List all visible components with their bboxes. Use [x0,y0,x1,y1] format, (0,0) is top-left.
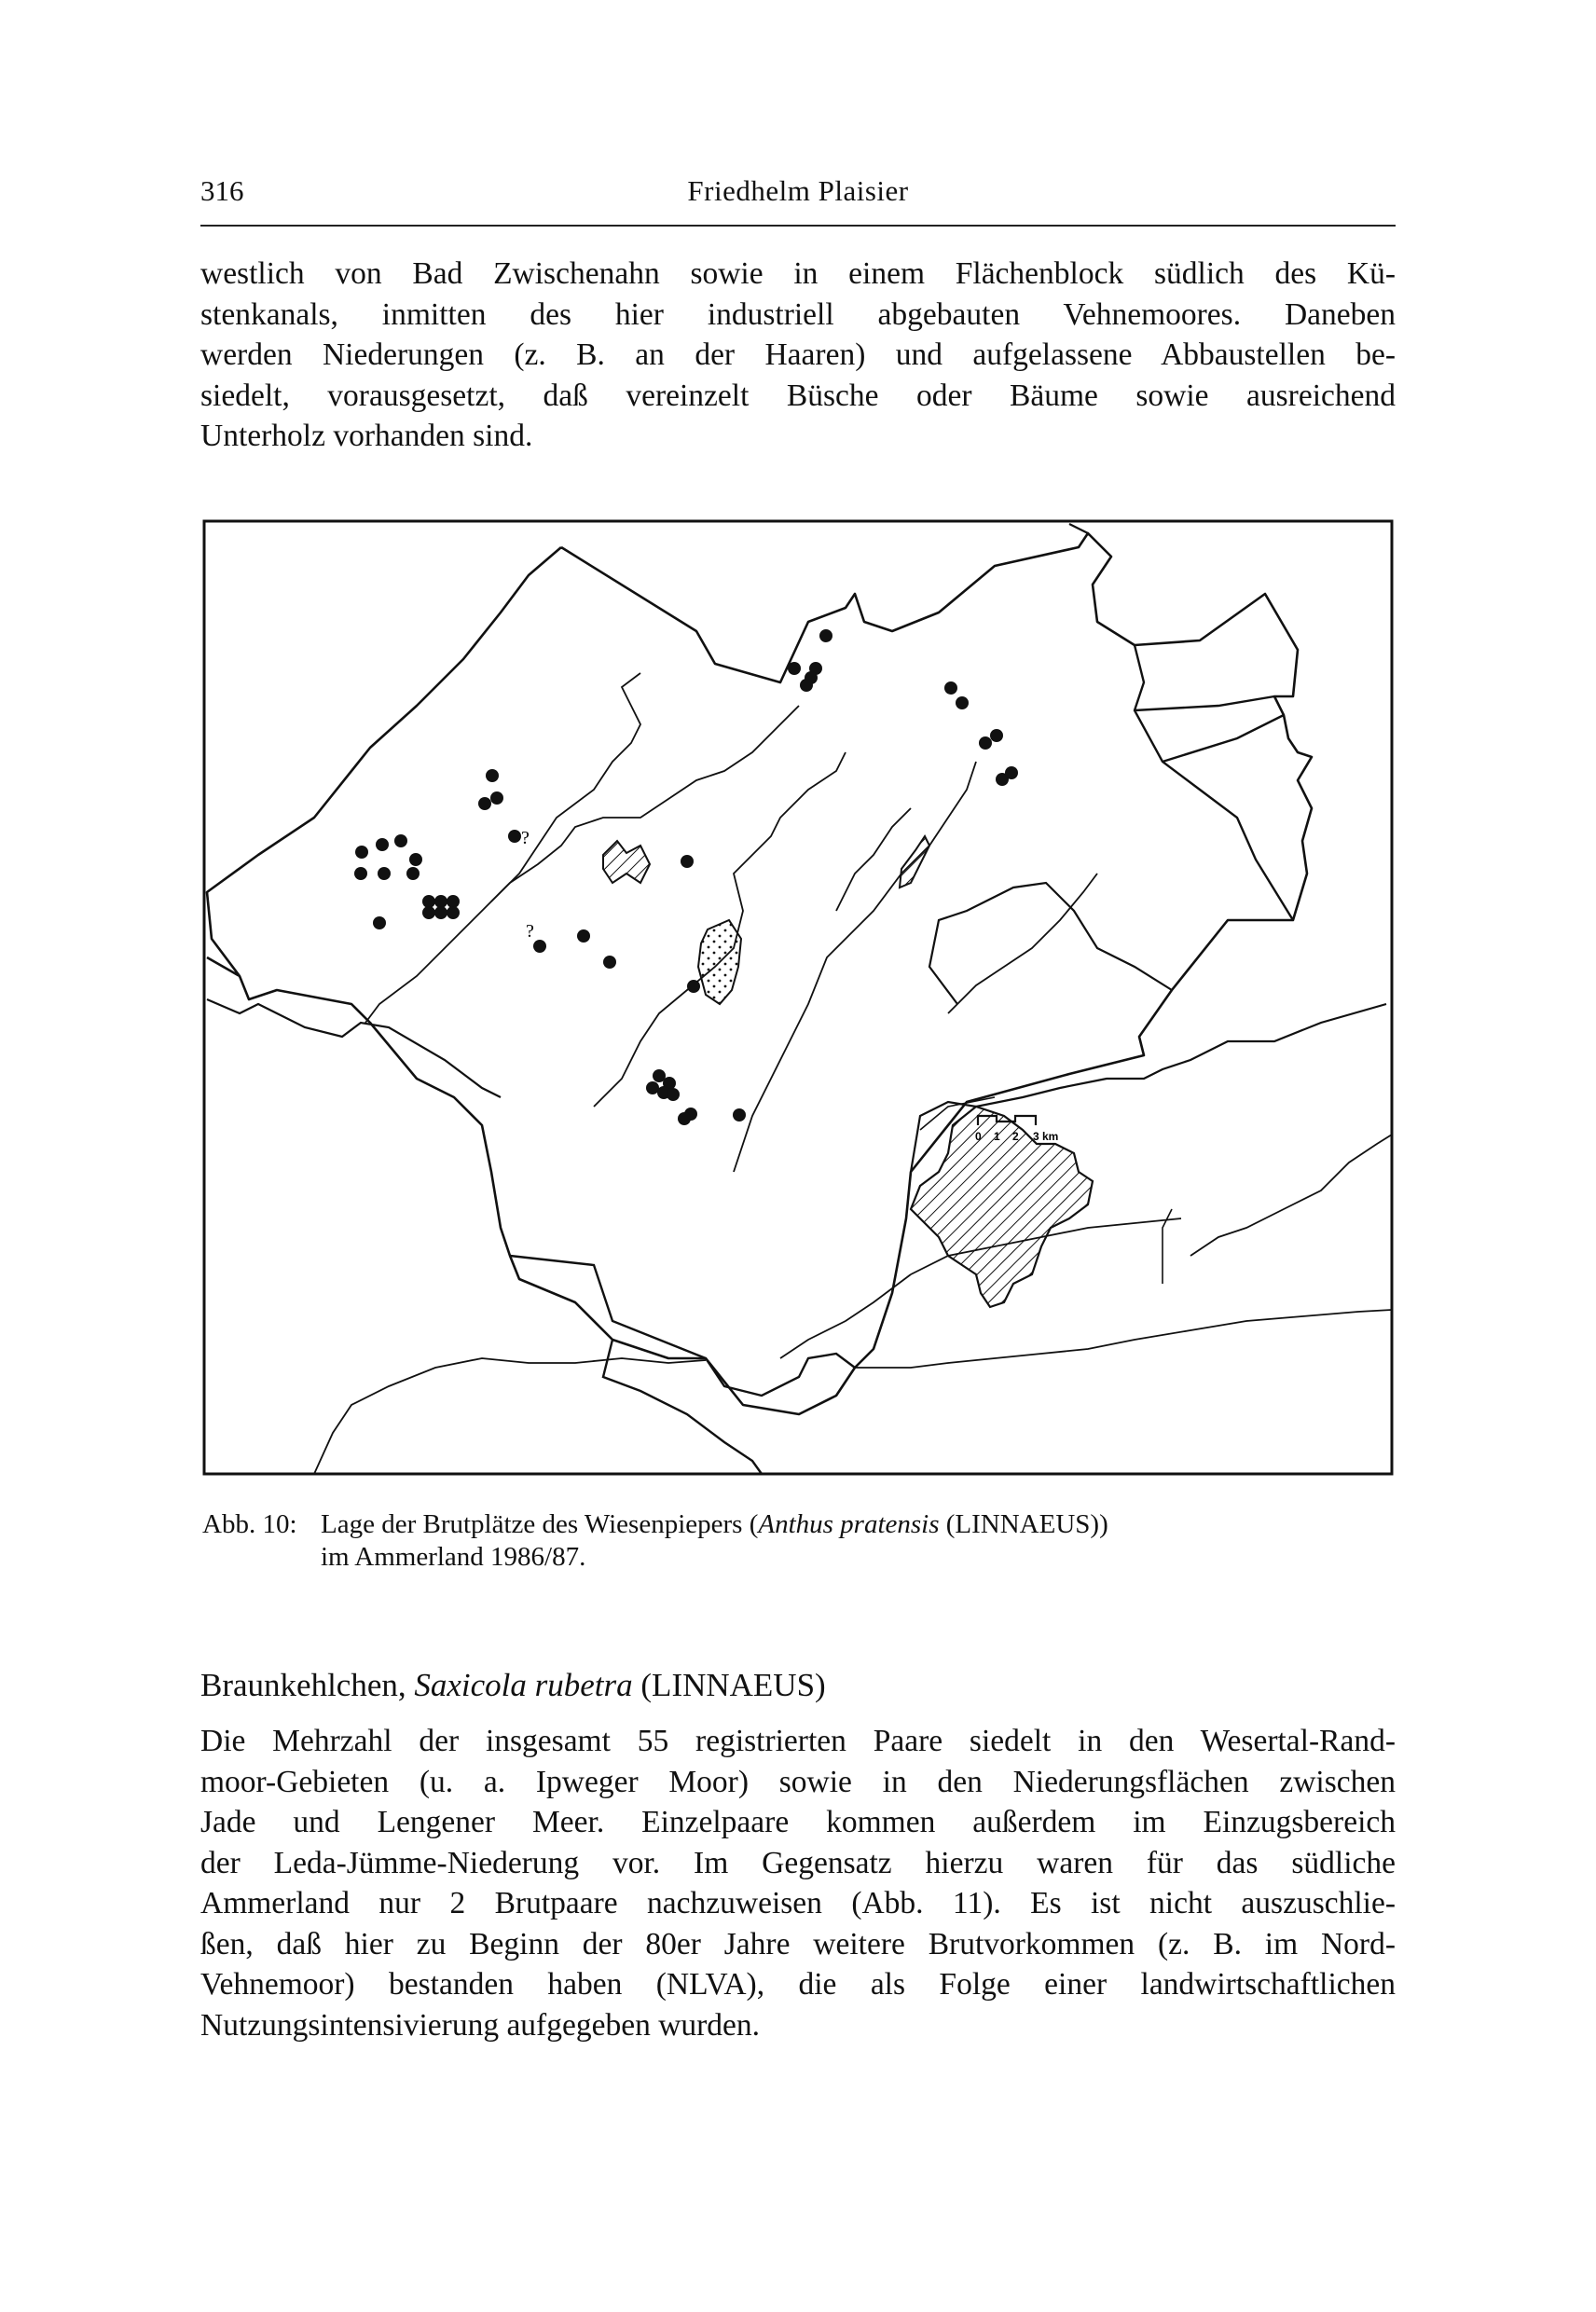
breeding-site-dot [681,855,694,868]
breeding-site-dot [422,895,435,908]
breeding-site-dot [434,895,447,908]
text-line: werden Niederungen (z. B. an der Haaren) und aufgelassene Abbaustellen be- [200,337,1396,372]
breeding-site-dot [944,681,957,695]
breeding-site-dot [687,980,700,993]
text-line: Nutzungsintensivierung aufgegeben wurden. [200,2007,761,2043]
breeding-site-dot [667,1088,680,1101]
figure-label: Abb. 10: [202,1509,297,1539]
breeding-site-dot [603,956,616,969]
breeding-site-dot [1005,766,1018,779]
breeding-site-dot [478,797,491,810]
scale-tick: 2 [1012,1130,1019,1143]
text-line: Die Mehrzahl der insgesamt 55 registrierten Paare siedelt in den Wesertal-Rand- [200,1724,1396,1758]
section-paragraph [200,1721,1396,2045]
text-line: Unterholz vorhanden sind. [200,419,533,453]
text-line: der Leda-Jümme-Niederung vor. Im Gegensatz hierzu waren für das südliche [200,1845,1396,1880]
breeding-site-dot [447,895,460,908]
running-head: Friedhelm Plaisier [687,174,909,207]
scale-unit: km [1042,1130,1059,1143]
text-line: westlich von Bad Zwischenahn sowie in einem Flächenblock südlich des Kü- [200,256,1396,291]
breeding-site-dot [409,853,422,866]
breeding-site-dot [800,679,813,692]
breeding-site-dot [678,1112,691,1125]
breeding-site-dot [422,906,435,919]
breeding-site-dot [819,629,832,642]
breeding-site-dot [990,729,1003,742]
breeding-site-dot [508,830,521,843]
text-line: ßen, daß hier zu Beginn der 80er Jahre weitere Brutvorkommen (z. B. im Nord- [200,1926,1396,1961]
map-svg [202,519,1394,1476]
breeding-site-dot [447,906,460,919]
uncertain-mark: ? [526,921,534,942]
uncertain-mark: ? [521,828,530,848]
breeding-site-dot [378,867,391,880]
breeding-site-dot [979,736,992,750]
scale-tick: 0 [975,1130,982,1143]
breeding-site-dot [376,838,389,851]
breeding-site-dot [486,769,499,782]
distribution-map [202,519,1394,1476]
scale-tick: 3 [1033,1130,1039,1143]
text-line: siedelt, vorausgesetzt, daß vereinzelt Büsche oder Bäume sowie ausreichend [200,378,1396,413]
scale-tick: 1 [994,1130,1000,1143]
breeding-site-dot [434,906,447,919]
breeding-site-dot [354,867,367,880]
breeding-site-dot [406,867,420,880]
breeding-site-dot [788,662,801,675]
section-heading: Braunkehlchen, Saxicola rubetra (LINNAEUS) [200,1667,826,1703]
text-line: Vehnemoor) bestanden haben (NLVA), die als Folge einer landwirtschaftlichen [200,1967,1396,2002]
species-name: Saxicola rubetra [414,1667,633,1703]
breeding-site-dot [646,1081,659,1094]
text-line: Ammerland nur 2 Brutpaare nachzuweisen (Abb. 11). Es ist nicht auszuschlie- [200,1886,1396,1920]
page-number: 316 [200,174,244,207]
breeding-site-dot [956,696,969,709]
text-line: Jade und Lengener Meer. Einzelpaare kommen außerdem im Einzugsbereich [200,1805,1396,1839]
breeding-site-dot [733,1108,746,1122]
breeding-site-dot [577,929,590,943]
breeding-site-dot [533,940,546,953]
page-header [200,172,1396,227]
species-name: Anthus pratensis [758,1509,940,1539]
caption-text [321,1508,1393,1574]
text-line: moor-Gebieten (u. a. Ipweger Moor) sowie in den Niederungsflächen zwischen [200,1764,1396,1799]
text-line: stenkanals, inmitten des hier industriell abgebauten Vehnemoores. Daneben [200,296,1396,332]
caption-line: im Ammerland 1986/87. [321,1542,586,1572]
breeding-site-dot [490,791,503,805]
intro-paragraph [200,254,1396,457]
breeding-site-dot [394,834,407,847]
caption-line: Lage der Brutplätze des Wiesenpiepers (Anthus pratensis (LINNAEUS)) [321,1509,1108,1539]
breeding-site-dot [355,846,368,859]
breeding-site-dot [373,916,386,929]
